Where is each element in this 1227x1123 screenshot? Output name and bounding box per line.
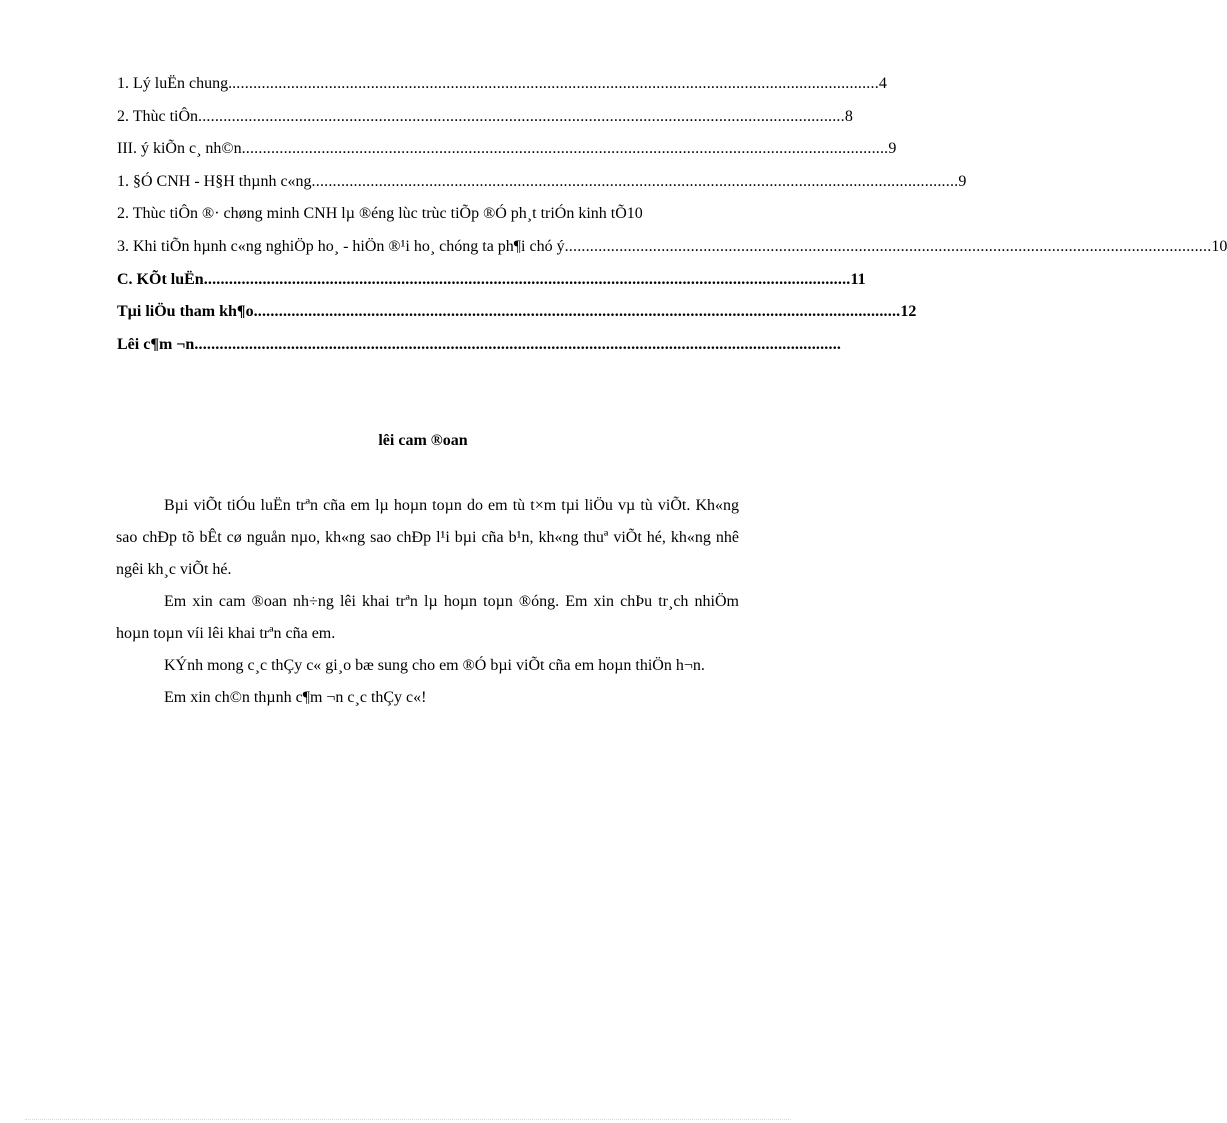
toc-entry-tai-lieu[interactable] <box>117 303 917 336</box>
toc-entry-text: 1. Lý luËn chung. <box>117 75 233 92</box>
page-bottom-rule <box>25 1119 791 1120</box>
paragraph: KÝnh mong c¸c thÇy c« gi¸o bæ sung cho em ®Ó bµi viÕt cña em hoµn thiÖn h¬n. <box>164 657 705 674</box>
toc-entry-text: 3. Khi tiÕn hµnh c«ng nghiÖp ho¸ - hiÖn ®¹i ho¸ chóng ta ph¶i chó ý <box>117 237 565 255</box>
toc-entry-text: C. KÕt luËn <box>117 270 204 288</box>
toc-leader-dots: .......................................................................................................................................................... <box>253 303 901 321</box>
toc-page-number: 8 <box>844 107 853 125</box>
toc-entry-khi-tien-hanh[interactable] <box>117 237 1227 271</box>
paragraph: Em xin ch©n thµnh c¶m ¬n c¸c thÇy c«! <box>164 689 427 706</box>
toc-entry-text: 1. §Ó CNH - H§H thµnh c«ng <box>117 172 312 190</box>
toc-page-number: 11 <box>850 270 866 288</box>
toc-leader-dots: .......................................................................................................................................................... <box>194 335 842 353</box>
toc-entry-thuc-tien[interactable] <box>117 107 853 141</box>
toc-entry-ket-luan[interactable] <box>117 270 866 304</box>
toc-entry-text: Lêi c¶m ¬n <box>117 335 195 353</box>
toc-entry-ly-luan-chung[interactable] <box>117 75 887 108</box>
toc-entry-text: 2. Thùc tiÔn <box>117 107 199 125</box>
toc-page-number: 10 <box>1211 237 1227 255</box>
toc-page-number: 12 <box>900 303 917 321</box>
toc-leader-dots: .......................................................................................................................................................... <box>232 75 879 92</box>
toc-leader-dots: .......................................................................................................................................................... <box>241 140 889 158</box>
paragraph: Em xin cam ®oan nh÷ng lêi khai trªn lµ hoµn toµn ®óng. Em xin chÞu tr¸ch nhiÖm hoµn toµn víi lêi khai trªn cña em. <box>116 593 739 642</box>
toc-entry-text: 2. Thùc tiÔn ®· chøng minh CNH lµ ®éng lùc trùc tiÕp ®Ó ph¸t triÓn kinh tÕ <box>117 205 627 223</box>
section-heading: lêi cam ®oan <box>378 432 468 449</box>
toc-entry-thuc-tien-chung-minh[interactable] <box>117 205 739 238</box>
toc-page-number: 4 <box>878 75 887 92</box>
toc-leader-dots: .......................................................................................................................................................... <box>203 270 851 288</box>
toc-entry-y-kien-ca-nhan[interactable] <box>117 140 897 173</box>
toc-leader-dots: .......................................................................................................................................................... <box>564 237 1212 255</box>
table-of-contents <box>117 75 1227 368</box>
toc-leader-dots: .......................................................................................................................................................... <box>311 172 959 190</box>
toc-page-number: 9 <box>958 172 967 190</box>
toc-page-number: 10 <box>626 205 643 223</box>
paragraph: Bµi viÕt tiÓu luËn trªn cña em lµ hoµn toµn do em tù t×m tµi liÖu vµ tù viÕt. Kh«ng sao chÐp tõ bÊt cø nguån nµo, kh«ng sao chÐp l¹i bµi cña b¹n, kh«ng thuª viÕt hé, kh«ng nhê ngêi kh¸c viÕt hé. <box>116 497 739 578</box>
toc-entry-text: III. ý kiÕn c¸ nh©n <box>117 140 242 158</box>
toc-entry-text: Tµi liÖu tham kh¶o <box>117 303 254 321</box>
toc-entry-loi-cam-on[interactable] <box>117 335 842 369</box>
declaration-body <box>116 490 739 714</box>
toc-leader-dots: .......................................................................................................................................................... <box>198 107 845 125</box>
toc-entry-de-cnh-hdh[interactable] <box>117 172 967 206</box>
toc-page-number: 9 <box>888 140 897 158</box>
